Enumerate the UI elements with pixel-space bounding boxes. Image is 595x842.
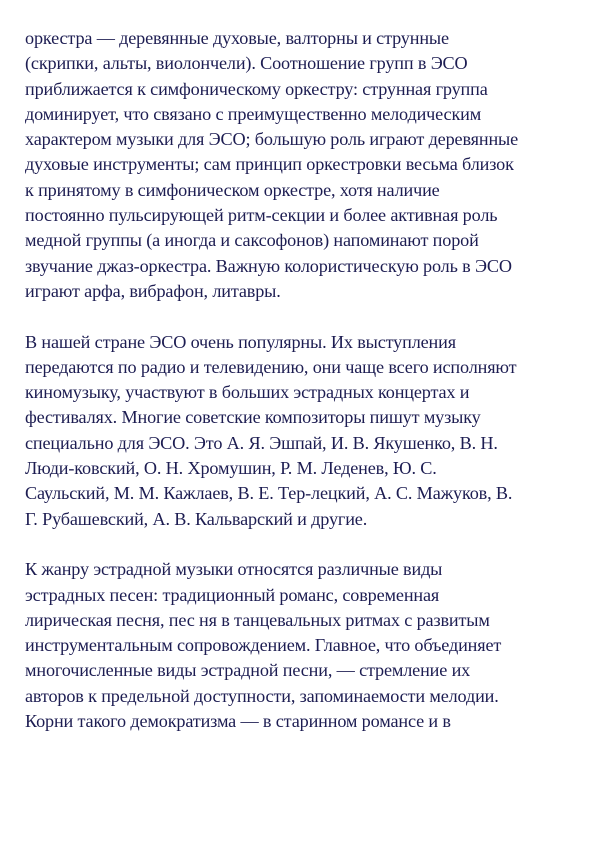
text-line: передаются по радио и телевидению, они чаще всего исполняют	[25, 356, 517, 377]
text-line: В нашей стране ЭСО очень популярны. Их выступления	[25, 331, 456, 352]
text-line: к принятому в симфоническом оркестре, хотя наличие	[25, 179, 440, 200]
paragraph-eso-popularity	[25, 330, 577, 532]
text-line: характером музыки для ЭСО; большую роль играют деревянные	[25, 129, 519, 150]
text-line: Люди-ковский, О. Н. Хромушин, Р. М. Леденев, Ю. С.	[25, 458, 437, 479]
text-line: постоянно пульсирующей ритм-секции и более активная роль	[25, 205, 498, 226]
text-line: звучание джаз-оркестра. Важную колористическую роль в ЭСО	[25, 255, 512, 276]
document-page	[25, 26, 577, 760]
text-line: Саульский, М. М. Кажлаев, В. Е. Тер-лецкий, А. С. Мажуков, В.	[25, 483, 513, 504]
text-line: духовые инструменты; сам принцип оркестровки весьма близок	[25, 154, 514, 175]
paragraph-song-genre	[25, 557, 577, 734]
text-line: играют арфа, вибрафон, литавры.	[25, 280, 281, 301]
text-line: лирическая песня, пес ня в танцевальных ритмах с развитым	[25, 609, 490, 630]
text-line: Корни такого демократизма — в старинном романсе и в	[25, 711, 451, 732]
text-line: оркестра — деревянные духовые, валторны и струнные	[25, 28, 449, 48]
text-line: К жанру эстрадной музыки относятся различные виды	[25, 559, 443, 580]
paragraph-orchestra-composition	[25, 26, 577, 304]
text-line: многочисленные виды эстрадной песни, — стремление их	[25, 660, 471, 681]
text-line: доминирует, что связано с преимущественно мелодическим	[25, 103, 482, 124]
text-line: эстрадных песен: традиционный романс, современная	[25, 584, 440, 605]
text-line: медной группы (а иногда и саксофонов) напоминают порой	[25, 230, 479, 251]
text-line: Г. Рубашевский, А. В. Кальварский и другие.	[25, 508, 368, 529]
text-line: фестивалях. Многие советские композиторы пишут музыку	[25, 407, 481, 428]
text-line: приближается к симфоническому оркестру: струнная группа	[25, 78, 488, 99]
text-line: специально для ЭСО. Это А. Я. Эшпай, И. В. Якушенко, В. Н.	[25, 432, 498, 453]
text-line: инструментальным сопровождением. Главное, что объединяет	[25, 635, 502, 656]
text-line: авторов к предельной доступности, запоминаемости мелодии.	[25, 685, 499, 706]
text-line: киномузыку, участвуют в больших эстрадных концертах и	[25, 382, 470, 403]
text-line: (скрипки, альты, виолончели). Соотношение групп в ЭСО	[25, 53, 468, 74]
